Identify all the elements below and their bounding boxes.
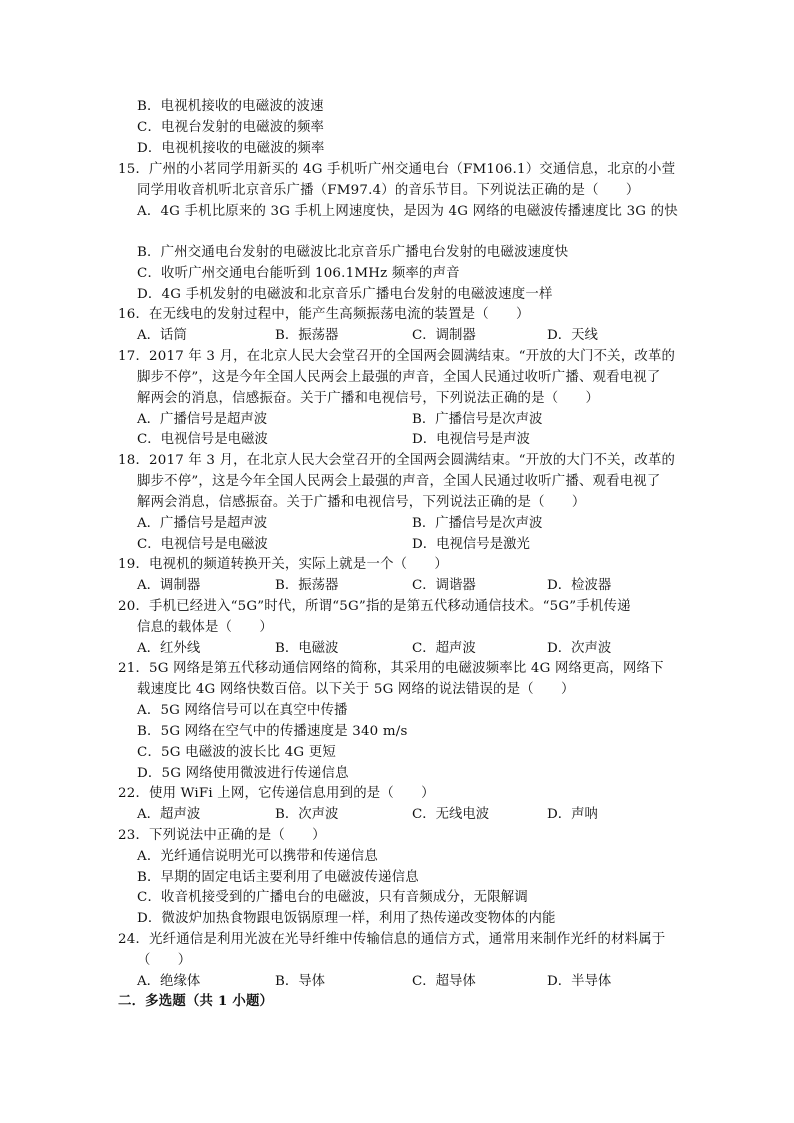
q24-option-c: C．超导体 — [412, 974, 476, 989]
q15-option-a: A．4G 手机比原来的 3G 手机上网速度快，是因为 4G 网络的电磁波传播速度比 3G 的快 — [137, 204, 678, 219]
q16-option-a: A．话筒 — [137, 328, 187, 343]
q17-stem-line3: 解两会的消息，信感振奋。关于广播和电视信号，下列说法正确的是（ ） — [137, 391, 600, 406]
q22-option-b: B．次声波 — [275, 807, 339, 822]
q21-stem-line1: 21．5G 网络是第五代移动通信网络的简称，其采用的电磁波频率比 4G 网络更高，网络下 — [118, 661, 664, 676]
q23-option-c: C．收音机接受到的广播电台的电磁波，只有音频成分，无限解调 — [137, 890, 528, 905]
q19-stem: 19．电视机的频道转换开关，实际上就是一个（ ） — [118, 557, 449, 572]
q18-option-d: D．电视信号是激光 — [412, 537, 530, 552]
q15-option-b: B．广州交通电台发射的电磁波比北京音乐广播电台发射的电磁波速度快 — [137, 245, 569, 260]
q15-option-d: D．4G 手机发射的电磁波和北京音乐广播电台发射的电磁波速度一样 — [137, 287, 553, 302]
q24-option-d: D．半导体 — [547, 974, 612, 989]
q22-stem: 22．使用 WiFi 上网，它传递信息用到的是（ ） — [118, 786, 435, 801]
q21-option-d: D．5G 网络使用微波进行传递信息 — [137, 766, 349, 781]
q15-stem-line1: 15．广州的小茗同学用新买的 4G 手机听广州交通电台（FM106.1）交通信息，北京的小萱 — [118, 162, 676, 177]
q22-option-d: D．声呐 — [547, 807, 598, 822]
q18-stem-line3: 解两会消息，信感振奋。关于广播和电视信号，下列说法正确的是（ ） — [137, 495, 586, 510]
q19-option-d: D．检波器 — [547, 578, 612, 593]
q24-option-b: B．导体 — [275, 974, 326, 989]
q16-stem: 16．在无线电的发射过程中，能产生高频振荡电流的装置是（ ） — [118, 307, 530, 322]
q18-option-c: C．电视信号是电磁波 — [137, 537, 268, 552]
q17-option-a: A．广播信号是超声波 — [137, 412, 268, 427]
q17-stem-line2: 脚步不停”，这是今年全国人民两会上最强的声音，全国人民通过收听广播、观看电视了 — [137, 370, 661, 385]
q19-option-b: B．振荡器 — [275, 578, 339, 593]
q18-stem-line1: 18．2017 年 3 月，在北京人民大会堂召开的全国两会圆满结束。“开放的大门不关，改革的 — [118, 453, 676, 468]
q20-option-d: D．次声波 — [547, 641, 612, 656]
q23-option-a: A．光纤通信说明光可以携带和传递信息 — [137, 849, 378, 864]
q21-option-a: A．5G 网络信号可以在真空中传播 — [137, 703, 348, 718]
q19-option-a: A．调制器 — [137, 578, 201, 593]
section-heading-multiple-choice: 二．多选题（共 1 小题） — [118, 993, 274, 1009]
q16-option-c: C．调制器 — [412, 328, 476, 343]
q23-option-b: B．早期的固定电话主要利用了电磁波传递信息 — [137, 870, 419, 885]
q24-stem-line2: （ ） — [137, 953, 192, 968]
q16-option-d: D．天线 — [547, 328, 598, 343]
q20-stem-line2: 信息的载体是（ ） — [137, 620, 273, 635]
q14-option-c: C．电视台发射的电磁波的频率 — [137, 120, 325, 135]
q20-stem-line1: 20．手机已经进入“5G”时代，所谓“5G”指的是第五代移动通信技术。“5G”手机传递 — [118, 599, 631, 614]
q14-option-d: D．电视机接收的电磁波的频率 — [137, 141, 325, 156]
q17-option-c: C．电视信号是电磁波 — [137, 432, 268, 447]
q17-option-d: D．电视信号是声波 — [412, 432, 530, 447]
q22-option-c: C．无线电波 — [412, 807, 490, 822]
q18-option-b: B．广播信号是次声波 — [412, 516, 543, 531]
q23-stem: 23．下列说法中正确的是（ ） — [118, 828, 326, 843]
q20-option-b: B．电磁波 — [275, 641, 339, 656]
q22-option-a: A．超声波 — [137, 807, 201, 822]
q20-option-a: A．红外线 — [137, 641, 201, 656]
q24-option-a: A．绝缘体 — [137, 974, 201, 989]
q17-stem-line1: 17．2017 年 3 月，在北京人民大会堂召开的全国两会圆满结束。“开放的大门不关，改革的 — [118, 349, 676, 364]
q15-option-c: C．收听广州交通电台能听到 106.1MHz 频率的声音 — [137, 266, 460, 281]
q15-stem-line2: 同学用收音机听北京音乐广播（FM97.4）的音乐节目。下列说法正确的是（ ） — [137, 183, 640, 198]
q16-option-b: B．振荡器 — [275, 328, 339, 343]
q21-option-b: B．5G 网络在空气中的传播速度是 340 m/s — [137, 724, 408, 739]
q14-option-b: B．电视机接收的电磁波的波速 — [137, 99, 324, 114]
q18-stem-line2: 脚步不停”，这是今年全国人民两会上最强的声音，全国人民通过收听广播、观看电视了 — [137, 474, 661, 489]
q24-stem-line1: 24．光纤通信是利用光波在光导纤维中传输信息的通信方式，通常用来制作光纤的材料属于 — [118, 932, 666, 947]
q18-option-a: A．广播信号是超声波 — [137, 516, 268, 531]
q20-option-c: C．超声波 — [412, 641, 476, 656]
q23-option-d: D．微波炉加热食物跟电饭锅原理一样，利用了热传递改变物体的内能 — [137, 911, 556, 926]
q21-option-c: C．5G 电磁波的波长比 4G 更短 — [137, 745, 336, 760]
q19-option-c: C．调谐器 — [412, 578, 476, 593]
q21-stem-line2: 载速度比 4G 网络快数百倍。以下关于 5G 网络的说法错误的是（ ） — [137, 682, 575, 697]
q17-option-b: B．广播信号是次声波 — [412, 412, 543, 427]
